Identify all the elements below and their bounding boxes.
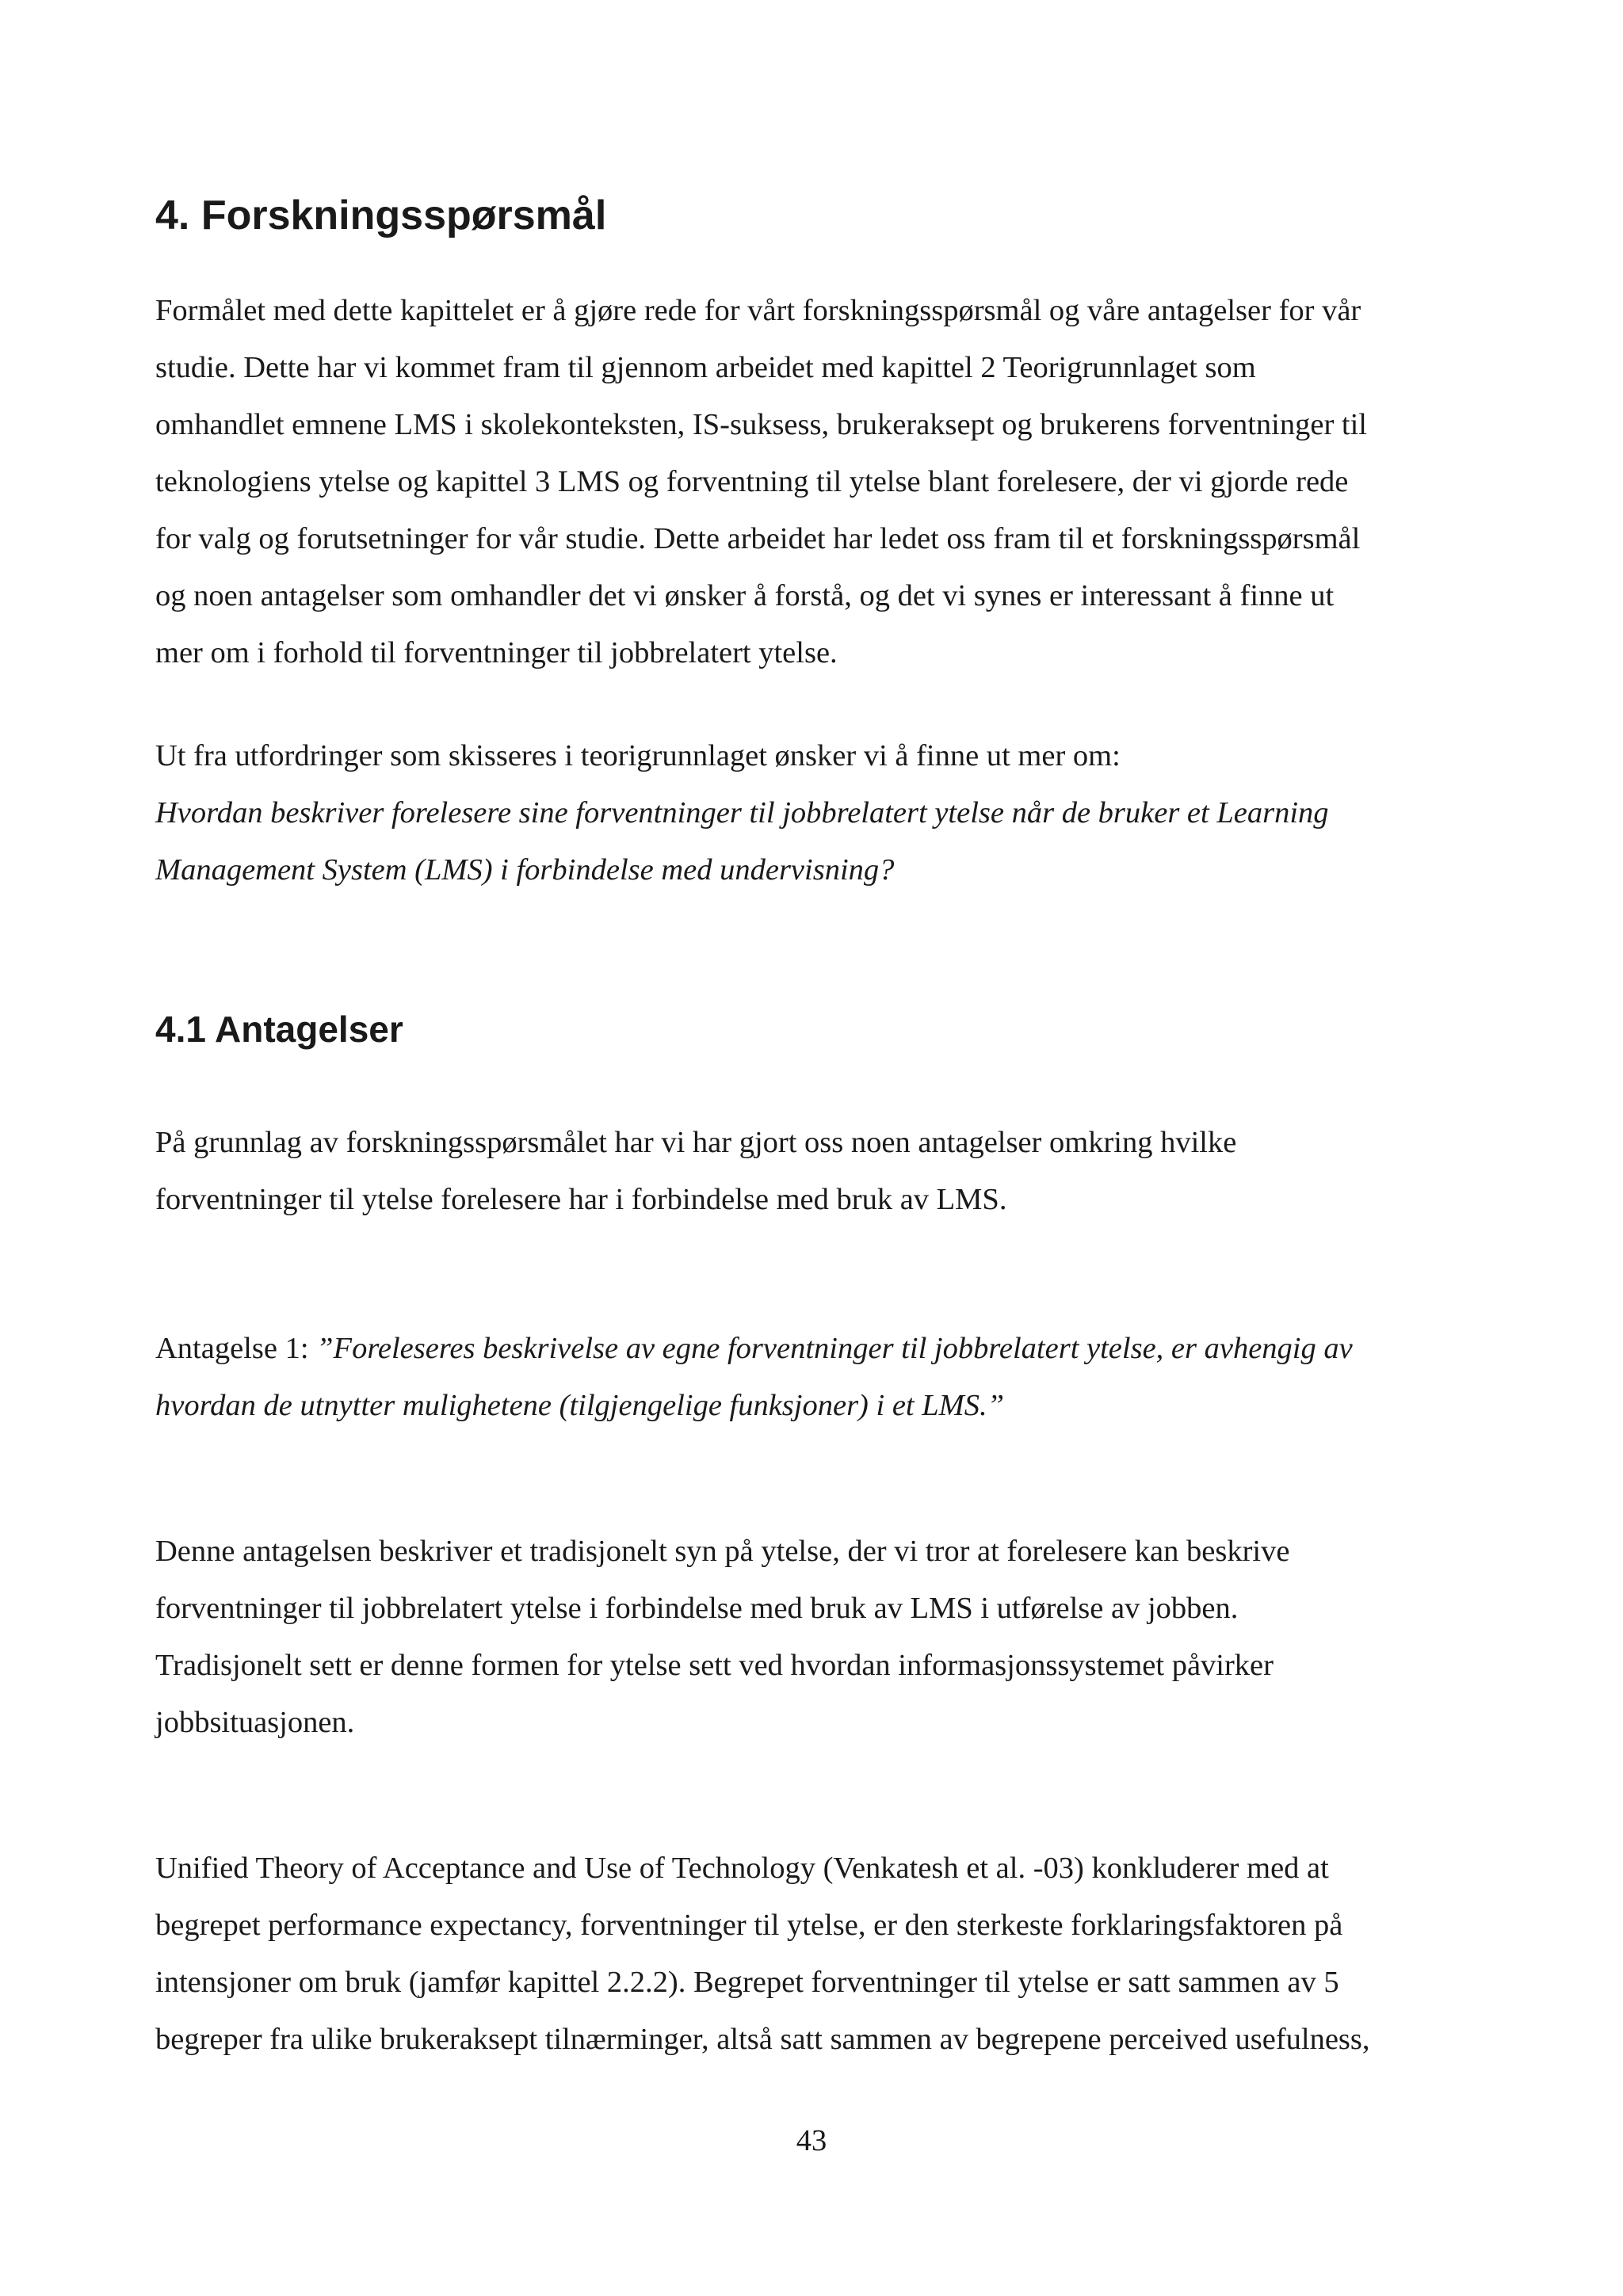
- explanation-line: Denne antagelsen beskriver et tradisjonelt syn på ytelse, der vi tror at forelesere kan beskrive: [155, 1535, 1290, 1568]
- assumptions-intro-paragraph: [155, 1114, 1236, 1228]
- research-question-block: [155, 727, 1329, 898]
- utaut-line: Unified Theory of Acceptance and Use of Technology (Venkatesh et al. -03) konkluderer med at: [155, 1852, 1329, 1885]
- intro-line: Formålet med dette kapittelet er å gjøre rede for vårt forskningsspørsmål og våre antagelser for vår: [155, 294, 1361, 327]
- intro-line: mer om i forhold til forventninger til jobbrelatert ytelse.: [155, 636, 838, 669]
- explanation-line: forventninger til jobbrelatert ytelse i forbindelse med bruk av LMS i utførelse av jobben.: [155, 1592, 1239, 1625]
- utaut-line: intensjoner om bruk (jamfør kapittel 2.2.2). Begrepet forventninger til ytelse er satt sammen av 5: [155, 1966, 1339, 1999]
- intro-line: studie. Dette har vi kommet fram til gjennom arbeidet med kapittel 2 Teorigrunnlaget som: [155, 351, 1256, 384]
- utaut-line: begrepet performance expectancy, forventninger til ytelse, er den sterkeste forklaringsfaktoren på: [155, 1909, 1343, 1942]
- intro-line: omhandlet emnene LMS i skolekonteksten, IS-suksess, brukeraksept og brukerens forventninger til: [155, 408, 1367, 441]
- assumption-1-line-1: [155, 1320, 1353, 1377]
- assumption-1-quote: ”Foreleseres beskrivelse av egne forventninger til jobbrelatert ytelse, er avhengig av: [316, 1332, 1353, 1365]
- intro-paragraph: [155, 282, 1367, 681]
- question-intro: Ut fra utfordringer som skisseres i teorigrunnlaget ønsker vi å finne ut mer om:: [155, 739, 1121, 772]
- research-question-line: Hvordan beskriver forelesere sine forventninger til jobbrelatert ytelse når de bruker et Learning: [155, 796, 1329, 830]
- intro-line: og noen antagelser som omhandler det vi ønsker å forstå, og det vi synes er interessant å finne ut: [155, 579, 1335, 612]
- utaut-paragraph: [155, 1840, 1370, 2068]
- intro-line: for valg og forutsetninger for vår studie. Dette arbeidet har ledet oss fram til et forskningsspørsmål: [155, 522, 1361, 555]
- page-number: 43: [796, 2124, 827, 2157]
- explanation-line: jobbsituasjonen.: [155, 1706, 355, 1739]
- section-heading-assumptions: 4.1 Antagelser: [155, 1009, 403, 1050]
- assumption-1-label: Antagelse 1:: [155, 1332, 317, 1365]
- assumptions-intro-line: forventninger til ytelse forelesere har i forbindelse med bruk av LMS.: [155, 1183, 1007, 1216]
- explanation-line: Tradisjonelt sett er denne formen for ytelse sett ved hvordan informasjonssystemet påvirker: [155, 1649, 1274, 1682]
- chapter-heading: 4. Forskningsspørsmål: [155, 193, 607, 238]
- assumption-1: [155, 1320, 1353, 1434]
- utaut-line: begreper fra ulike brukeraksept tilnærminger, altså satt sammen av begrepene perceived usefulness,: [155, 2023, 1370, 2056]
- research-question-line: Management System (LMS) i forbindelse med undervisning?: [155, 853, 895, 887]
- assumption-1-quote-line-2: hvordan de utnytter mulighetene (tilgjengelige funksjoner) i et LMS.”: [155, 1389, 1005, 1422]
- explanation-paragraph: [155, 1523, 1289, 1751]
- intro-line: teknologiens ytelse og kapittel 3 LMS og forventning til ytelse blant forelesere, der vi gjorde rede: [155, 465, 1349, 498]
- assumptions-intro-line: På grunnlag av forskningsspørsmålet har vi har gjort oss noen antagelser omkring hvilke: [155, 1126, 1237, 1159]
